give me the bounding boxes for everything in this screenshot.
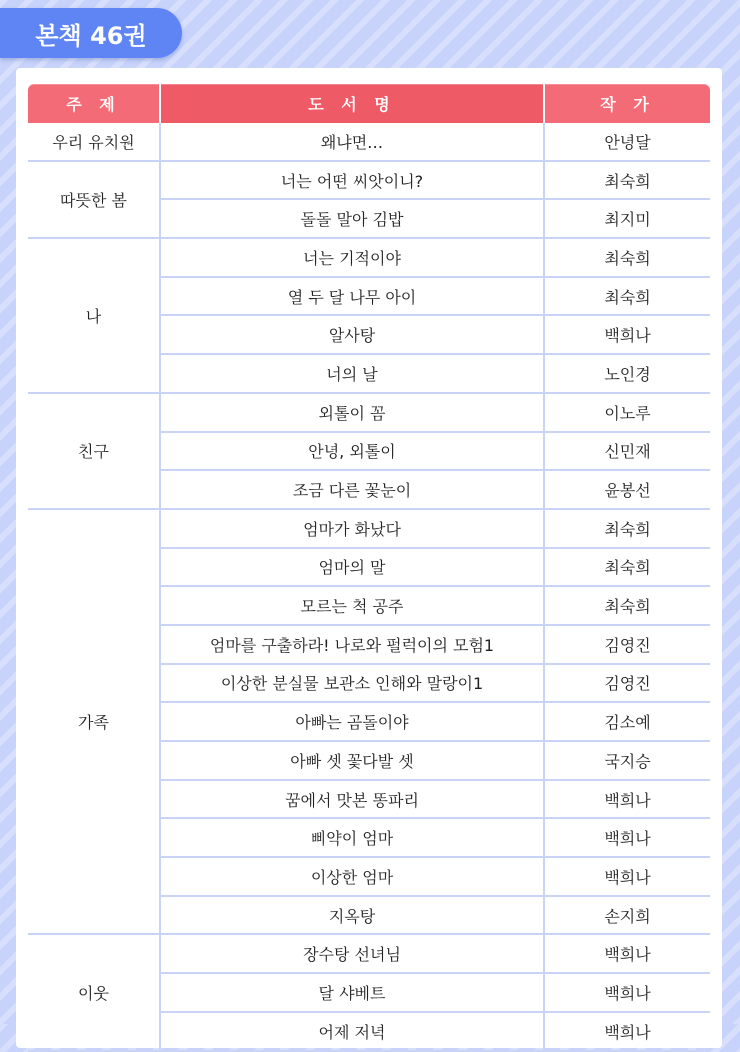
book-title-cell: 안녕, 외톨이 (160, 432, 544, 471)
table-row (28, 393, 710, 432)
book-count-badge (0, 8, 182, 58)
header-author-label: 작 가 (600, 95, 655, 114)
topic-cell: 가족 (28, 509, 160, 935)
author-cell: 안녕달 (544, 123, 710, 161)
header-topic-label: 주 제 (66, 95, 121, 114)
topic-cell: 이웃 (28, 934, 160, 1050)
book-title-cell: 달 샤베트 (160, 973, 544, 1012)
book-title-cell: 너는 어떤 씨앗이니? (160, 161, 544, 200)
table-row (28, 161, 710, 200)
author-cell: 백희나 (544, 857, 710, 896)
table-row (28, 934, 710, 973)
author-cell: 최숙희 (544, 238, 710, 277)
book-title-cell: 알사탕 (160, 315, 544, 354)
book-title-cell: 삐약이 엄마 (160, 818, 544, 857)
author-cell: 백희나 (544, 934, 710, 973)
book-title-cell: 조금 다른 꽃눈이 (160, 470, 544, 509)
header-author (544, 84, 710, 123)
author-cell: 최숙희 (544, 277, 710, 316)
author-cell: 김소예 (544, 702, 710, 741)
header-title-label: 도 서 명 (308, 95, 396, 114)
book-title-cell: 엄마의 말 (160, 548, 544, 587)
author-cell: 백희나 (544, 818, 710, 857)
book-title-cell: 엄마가 화났다 (160, 509, 544, 548)
author-cell: 최숙희 (544, 548, 710, 587)
author-cell: 신민재 (544, 432, 710, 471)
author-cell: 이노루 (544, 393, 710, 432)
author-cell: 백희나 (544, 973, 710, 1012)
book-title-cell: 아빠 셋 꽃다발 셋 (160, 741, 544, 780)
author-cell: 백희나 (544, 780, 710, 819)
book-title-cell: 아빠는 곰돌이야 (160, 702, 544, 741)
table-row (28, 509, 710, 548)
book-title-cell: 너는 기적이야 (160, 238, 544, 277)
book-title-cell: 열 두 달 나무 아이 (160, 277, 544, 316)
book-title-cell: 꿈에서 맛본 똥파리 (160, 780, 544, 819)
author-cell: 윤봉선 (544, 470, 710, 509)
header-topic (28, 84, 160, 123)
book-title-cell: 장수탕 선녀님 (160, 934, 544, 973)
author-cell: 노인경 (544, 354, 710, 393)
table-row (28, 123, 710, 161)
book-title-cell: 돌돌 말아 김밥 (160, 199, 544, 238)
book-list-table (28, 84, 710, 1052)
topic-cell: 나 (28, 238, 160, 393)
book-title-cell: 엄마를 구출하라! 나로와 펄럭이의 모험1 (160, 625, 544, 664)
book-title-cell: 어제 저녁 (160, 1012, 544, 1051)
book-title-cell: 왜냐면… (160, 123, 544, 161)
author-cell: 최숙희 (544, 586, 710, 625)
book-count-label: 본책 46권 (35, 21, 147, 50)
book-title-cell: 모르는 척 공주 (160, 586, 544, 625)
header-row (28, 84, 710, 123)
book-title-cell: 외톨이 꼼 (160, 393, 544, 432)
author-cell: 최지미 (544, 199, 710, 238)
topic-cell: 친구 (28, 393, 160, 509)
author-cell: 백희나 (544, 315, 710, 354)
topic-cell: 따뜻한 봄 (28, 161, 160, 238)
book-title-cell: 이상한 분실물 보관소 인해와 말랑이1 (160, 664, 544, 703)
author-cell: 김영진 (544, 625, 710, 664)
author-cell: 김영진 (544, 664, 710, 703)
book-title-cell: 너의 날 (160, 354, 544, 393)
topic-cell: 우리 유치원 (28, 123, 160, 161)
table-body (28, 123, 710, 1051)
book-title-cell: 지옥탕 (160, 896, 544, 935)
table-header (28, 84, 710, 123)
author-cell: 최숙희 (544, 509, 710, 548)
author-cell: 국지승 (544, 741, 710, 780)
author-cell: 백희나 (544, 1012, 710, 1051)
author-cell: 손지희 (544, 896, 710, 935)
book-title-cell: 이상한 엄마 (160, 857, 544, 896)
header-title (160, 84, 544, 123)
author-cell: 최숙희 (544, 161, 710, 200)
table-row (28, 238, 710, 277)
